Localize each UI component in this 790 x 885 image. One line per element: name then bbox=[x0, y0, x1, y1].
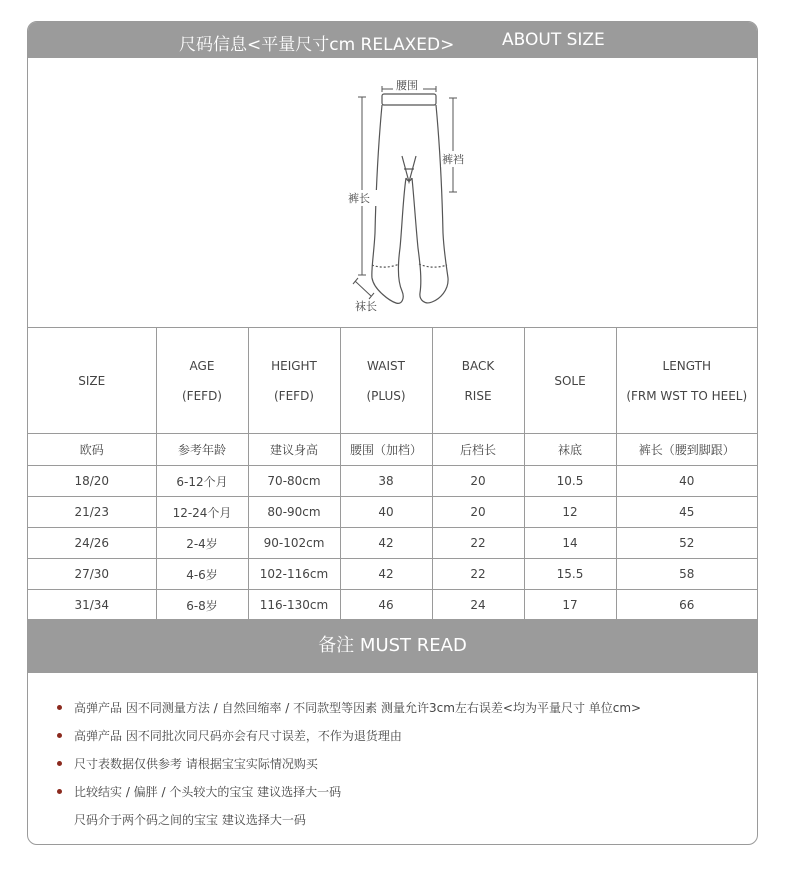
table-cell: 46 bbox=[340, 590, 432, 621]
waistband-shape bbox=[382, 94, 436, 105]
table-cell: 45 bbox=[616, 497, 757, 528]
table-cell: 18/20 bbox=[28, 466, 156, 497]
table-cell: 6-12个月 bbox=[156, 466, 248, 497]
bullet-icon bbox=[57, 789, 62, 794]
label-rise: 裤裆 bbox=[442, 153, 464, 166]
table-cell: 12-24个月 bbox=[156, 497, 248, 528]
cn-header-cell: 袜底 bbox=[524, 434, 616, 466]
table-cell: 40 bbox=[616, 466, 757, 497]
size-info-header bbox=[28, 22, 757, 58]
table-cell: 42 bbox=[340, 559, 432, 590]
table-cell: 31/34 bbox=[28, 590, 156, 621]
header-sole: SOLE bbox=[524, 328, 616, 434]
bullet-icon bbox=[57, 761, 62, 766]
note-item: 比较结实 / 偏胖 / 个头较大的宝宝 建议选择大一码 bbox=[74, 785, 342, 799]
table-cell: 116-130cm bbox=[248, 590, 340, 621]
table-cell: 27/30 bbox=[28, 559, 156, 590]
table-cell: 6-8岁 bbox=[156, 590, 248, 621]
header-title-cn: 尺码信息<平量尺寸cm RELAXED> bbox=[179, 35, 455, 55]
table-cell: 22 bbox=[432, 528, 524, 559]
header-height: HEIGHT (FEFD) bbox=[248, 328, 340, 434]
note-item: 尺码介于两个码之间的宝宝 建议选择大一码 bbox=[74, 813, 306, 827]
notes-header: 备注 MUST READ bbox=[28, 619, 757, 673]
notes-list bbox=[28, 673, 757, 844]
table-cell: 20 bbox=[432, 466, 524, 497]
table-cell: 24/26 bbox=[28, 528, 156, 559]
table-header-row bbox=[28, 328, 757, 434]
cn-header-cell: 参考年龄 bbox=[156, 434, 248, 466]
table-cell: 102-116cm bbox=[248, 559, 340, 590]
table-cell: 21/23 bbox=[28, 497, 156, 528]
table-cell: 14 bbox=[524, 528, 616, 559]
cn-header-cell: 裤长（腰到脚跟） bbox=[616, 434, 757, 466]
tights-illustration bbox=[28, 58, 757, 327]
table-cell: 66 bbox=[616, 590, 757, 621]
table-cell: 12 bbox=[524, 497, 616, 528]
bullet-icon bbox=[57, 733, 62, 738]
table-cell: 38 bbox=[340, 466, 432, 497]
header-size: SIZE bbox=[28, 328, 156, 434]
cn-header-cell: 欧码 bbox=[28, 434, 156, 466]
bullet-icon bbox=[57, 705, 62, 710]
table-cell: 17 bbox=[524, 590, 616, 621]
table-cell: 4-6岁 bbox=[156, 559, 248, 590]
note-item: 高弹产品 因不同测量方法 / 自然回缩率 / 不同款型等因素 测量允许3cm左右误差<均为平量尺寸 单位cm> bbox=[74, 701, 642, 715]
table-row bbox=[28, 590, 757, 621]
tights-diagram bbox=[28, 58, 757, 327]
size-chart-card bbox=[27, 21, 758, 845]
table-cell: 22 bbox=[432, 559, 524, 590]
label-waist: 腰围 bbox=[396, 79, 418, 92]
table-row bbox=[28, 559, 757, 590]
note-item: 尺寸表数据仅供参考 请根据宝宝实际情况购买 bbox=[74, 757, 318, 771]
table-cell: 40 bbox=[340, 497, 432, 528]
table-row bbox=[28, 528, 757, 559]
header-age: AGE (FEFD) bbox=[156, 328, 248, 434]
table-cell: 10.5 bbox=[524, 466, 616, 497]
size-table bbox=[28, 327, 757, 621]
table-cell: 52 bbox=[616, 528, 757, 559]
cn-header-cell: 建议身高 bbox=[248, 434, 340, 466]
table-cell: 15.5 bbox=[524, 559, 616, 590]
note-item: 高弹产品 因不同批次同尺码亦会有尺寸误差，不作为退货理由 bbox=[74, 729, 402, 743]
table-row bbox=[28, 497, 757, 528]
table-cell: 2-4岁 bbox=[156, 528, 248, 559]
cn-header-cell: 腰围（加档） bbox=[340, 434, 432, 466]
table-cell: 42 bbox=[340, 528, 432, 559]
table-row bbox=[28, 466, 757, 497]
table-cell: 24 bbox=[432, 590, 524, 621]
label-sock: 袜长 bbox=[355, 300, 377, 313]
header-waist: WAIST (PLUS) bbox=[340, 328, 432, 434]
cn-header-cell: 后档长 bbox=[432, 434, 524, 466]
table-cn-header-row bbox=[28, 434, 757, 466]
header-length: LENGTH (FRM WST TO HEEL) bbox=[616, 328, 757, 434]
table-cell: 70-80cm bbox=[248, 466, 340, 497]
header-title-en: ABOUT SIZE bbox=[502, 30, 605, 50]
label-length: 裤长 bbox=[348, 192, 370, 205]
table-cell: 90-102cm bbox=[248, 528, 340, 559]
header-back-rise: BACK RISE bbox=[432, 328, 524, 434]
table-cell: 80-90cm bbox=[248, 497, 340, 528]
table-cell: 58 bbox=[616, 559, 757, 590]
table-cell: 20 bbox=[432, 497, 524, 528]
